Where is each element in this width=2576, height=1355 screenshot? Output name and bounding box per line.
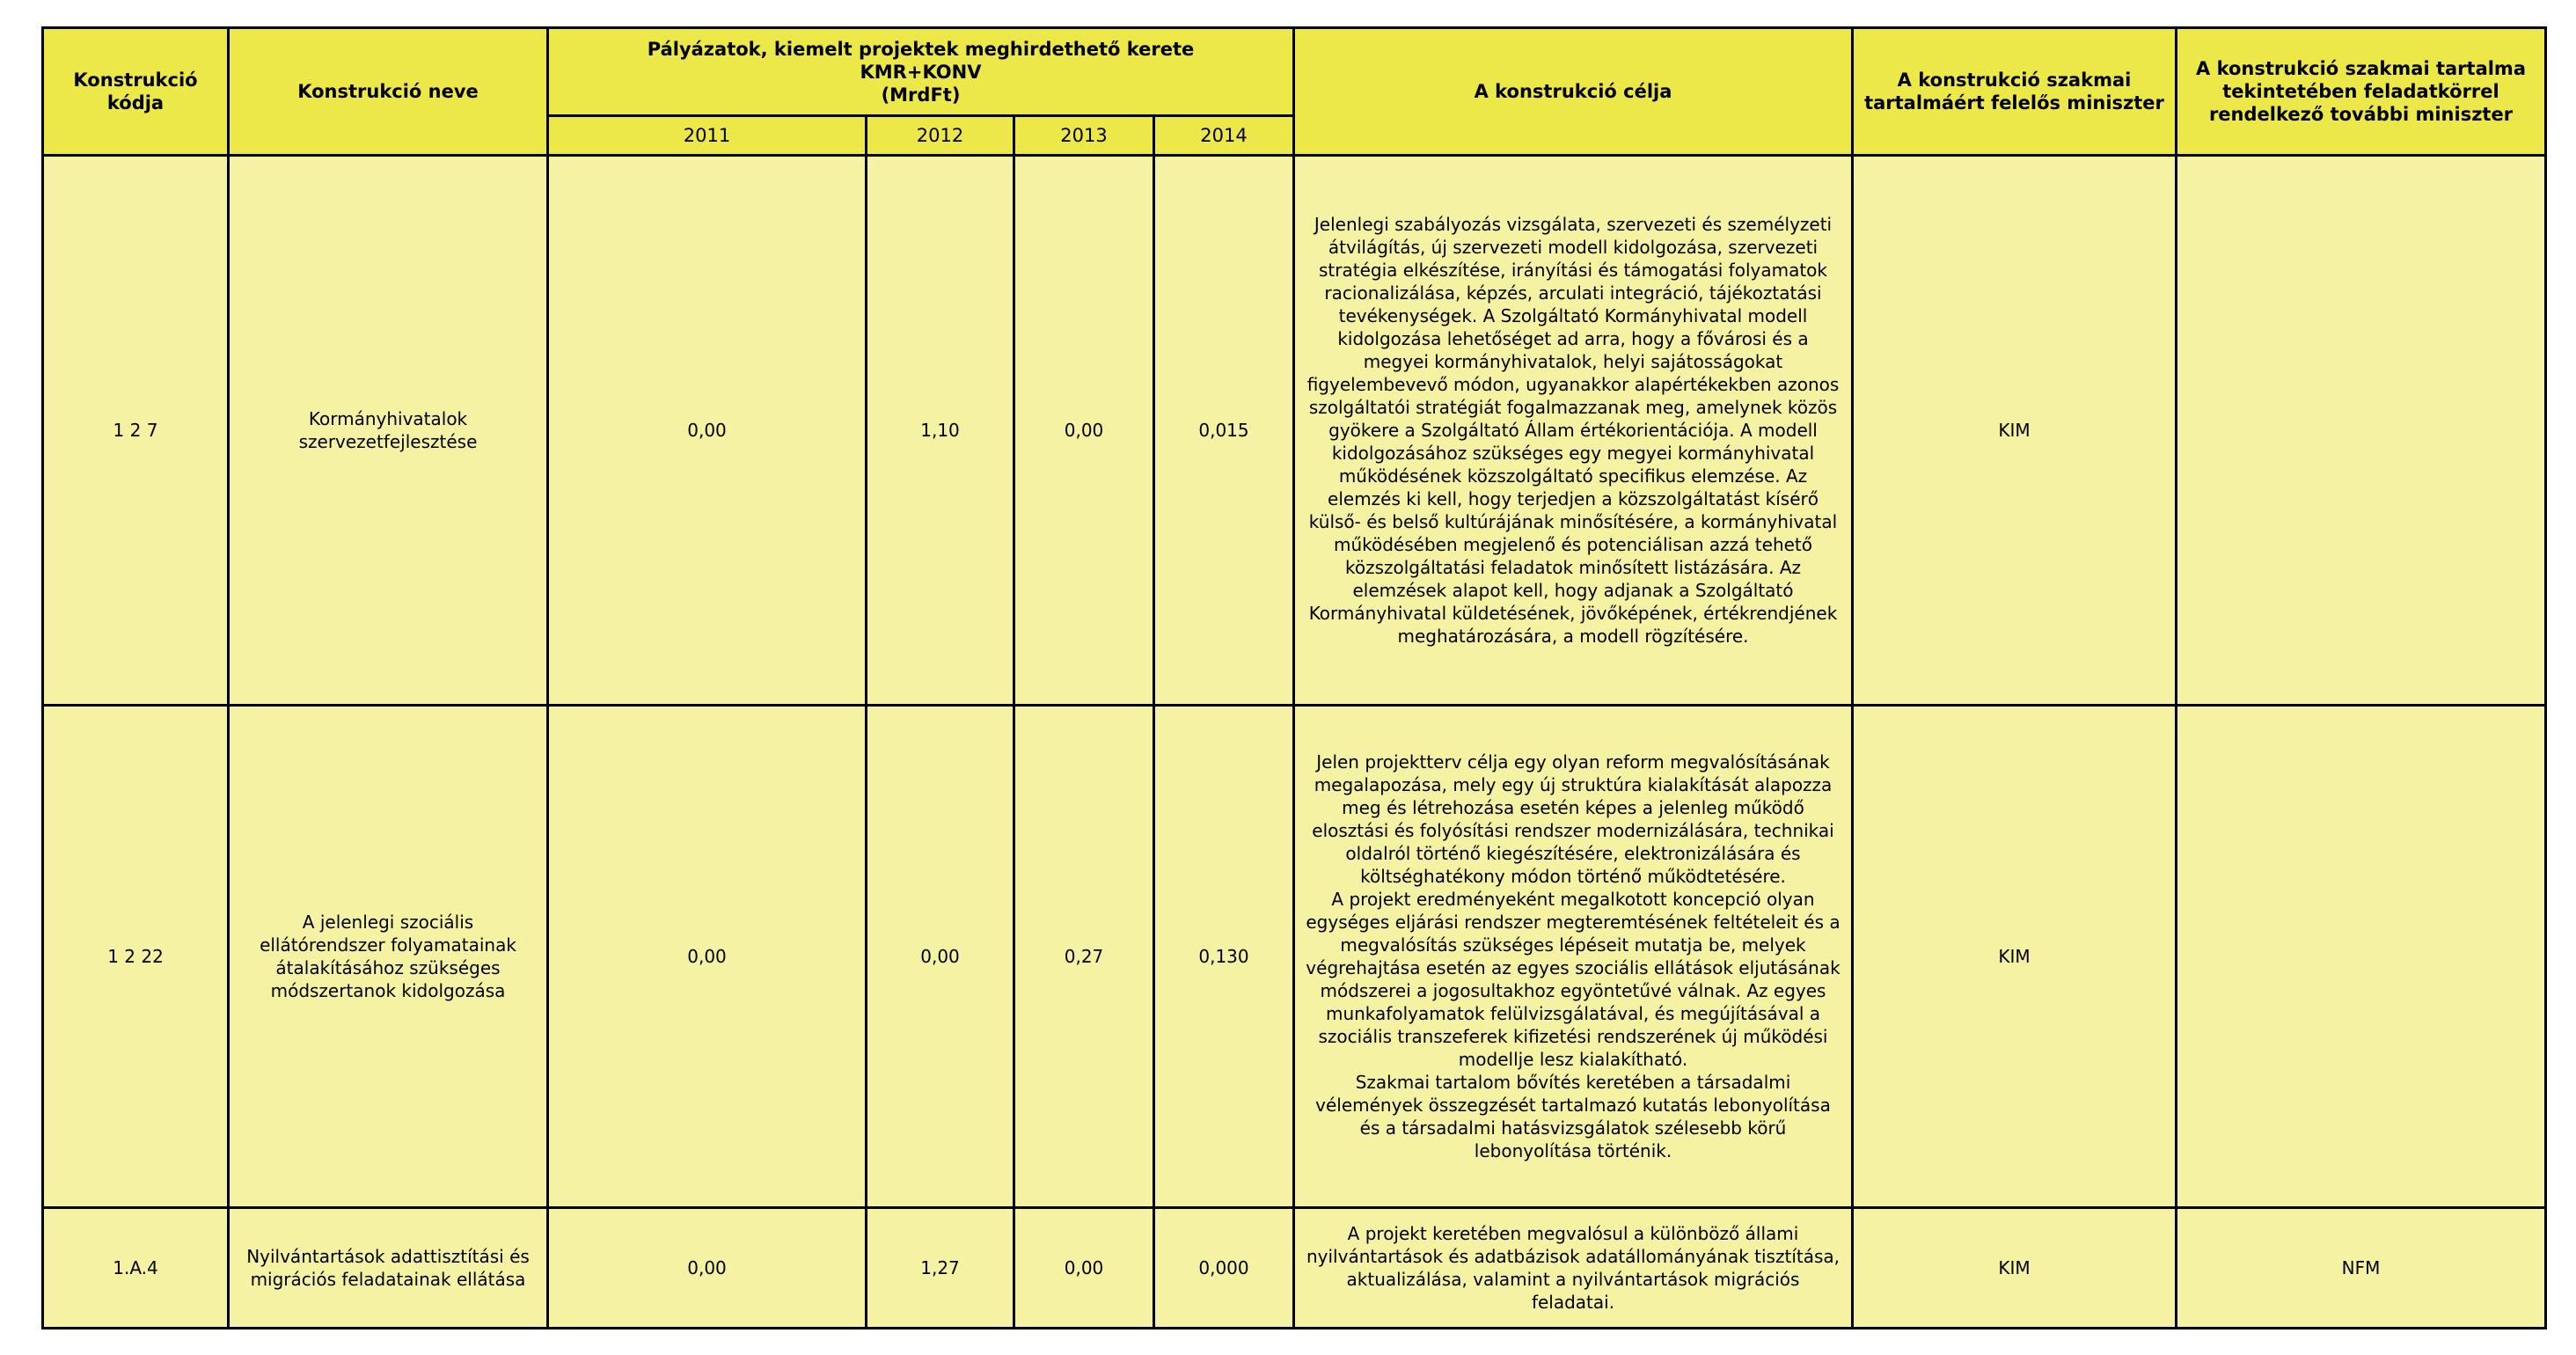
header-name: Konstrukció neve <box>229 28 548 156</box>
row-code: 1 2 7 <box>43 156 229 706</box>
row-goal: Jelen projektterv célja egy olyan reform megvalósításának megalapozása, mely egy új struktúra kialakítását alapozza meg és létrehozása esetén képes a jelenleg működő elosztási és folyósítási rendszer modernizálására, technikai oldalról történő kiegészítésére, elektronizálására és költséghatékony módon történő működtetésére. A projekt eredményeként megalkotott koncepció olyan egységes eljárási rendszer megteremtésének feltételeit és a megvalósítás szükséges lépéseit mutatja be, melyek végrehajtása esetén az egyes szociális ellátások eljutásának módszerei a jogosultakhoz egyöntetűvé válnak. Az egyes munkafolyamatok felülvizsgálatával, és megújításával a szociális transzeferek kifizetési rendszerének új működési modellje lesz kialakítható. Szakmai tartalom bővítés keretében a társadalmi vélemények összegzését tartalmazó kutatás lebonyolítása és a társadalmi hatásvizsgálatok szélesebb körű lebonyolítása történik. <box>1294 706 1853 1208</box>
header-frame: Pályázatok, kiemelt projektek meghirdethető kerete KMR+KONV (MrdFt) <box>548 28 1294 116</box>
row-other-minister: NFM <box>2177 1208 2546 1329</box>
row-value-2014: 0,015 <box>1154 156 1294 706</box>
row-other-minister <box>2177 706 2546 1208</box>
header-year-2011: 2011 <box>548 116 867 156</box>
row-value-2012: 1,27 <box>867 1208 1014 1329</box>
table-row <box>43 1208 2546 1329</box>
row-other-minister <box>2177 156 2546 706</box>
row-value-2014: 0,130 <box>1154 706 1294 1208</box>
row-name: Kormányhivatalok szervezetfejlesztése <box>229 156 548 706</box>
header-year-2013: 2013 <box>1014 116 1154 156</box>
row-goal: Jelenlegi szabályozás vizsgálata, szervezeti és személyzeti átvilágítás, új szervezeti modell kidolgozása, szervezeti stratégia elkészítése, irányítási és támogatási folyamatok racionalizálása, képzés, arculati integráció, tájékoztatási tevékenységek. A Szolgáltató Kormányhivatal modell kidolgozása lehetőséget ad arra, hogy a fővárosi és a megyei kormányhivatalok, helyi sajátosságokat figyelembevevő módon, ugyanakkor alapértékekben azonos szolgáltatói stratégiát fogalmazzanak meg, amelynek közös gyökere a Szolgáltató Állam értékorientációja. A modell kidolgozásához szükséges egy megyei kormányhivatal működésének közszolgáltató specifikus elemzése. Az elemzés ki kell, hogy terjedjen a közszolgáltatást kísérő külső- és belső kultúrájának minősítésére, a kormányhivatal működésében megjelenő és potenciálisan azzá tehető közszolgáltatási feladatok minősített listázására. Az elemzések alapot kell, hogy adjanak a Szolgáltató Kormányhivatal küldetésének, jövőképének, értékrendjének meghatározására, a modell rögzítésére. <box>1294 156 1853 706</box>
header-other-minister: A konstrukció szakmai tartalma tekintetében feladatkörrel rendelkező további miniszter <box>2177 28 2546 156</box>
row-code: 1 2 22 <box>43 706 229 1208</box>
header-minister: A konstrukció szakmai tartalmáért felelős miniszter <box>1853 28 2177 156</box>
row-minister: KIM <box>1853 1208 2177 1329</box>
header-goal: A konstrukció célja <box>1294 28 1853 156</box>
row-value-2013: 0,00 <box>1014 1208 1154 1329</box>
table-row <box>43 156 2546 706</box>
header-code: Konstrukció kódja <box>43 28 229 156</box>
row-minister: KIM <box>1853 706 2177 1208</box>
row-value-2012: 0,00 <box>867 706 1014 1208</box>
construction-table <box>41 26 2547 1329</box>
row-value-2014: 0,000 <box>1154 1208 1294 1329</box>
header-year-2012: 2012 <box>867 116 1014 156</box>
row-value-2012: 1,10 <box>867 156 1014 706</box>
row-value-2013: 0,27 <box>1014 706 1154 1208</box>
row-goal: A projekt keretében megvalósul a különböző állami nyilvántartások és adatbázisok adatállományának tisztítása, aktualizálása, valamint a nyilvántartások migrációs feladatai. <box>1294 1208 1853 1329</box>
row-value-2011: 0,00 <box>548 706 867 1208</box>
row-value-2011: 0,00 <box>548 1208 867 1329</box>
row-value-2011: 0,00 <box>548 156 867 706</box>
header-year-2014: 2014 <box>1154 116 1294 156</box>
row-value-2013: 0,00 <box>1014 156 1154 706</box>
table-row <box>43 706 2546 1208</box>
row-name: Nyilvántartások adattisztítási és migrációs feladatainak ellátása <box>229 1208 548 1329</box>
row-code: 1.A.4 <box>43 1208 229 1329</box>
row-minister: KIM <box>1853 156 2177 706</box>
row-name: A jelenlegi szociális ellátórendszer folyamatainak átalakításához szükséges módszertanok kidolgozása <box>229 706 548 1208</box>
